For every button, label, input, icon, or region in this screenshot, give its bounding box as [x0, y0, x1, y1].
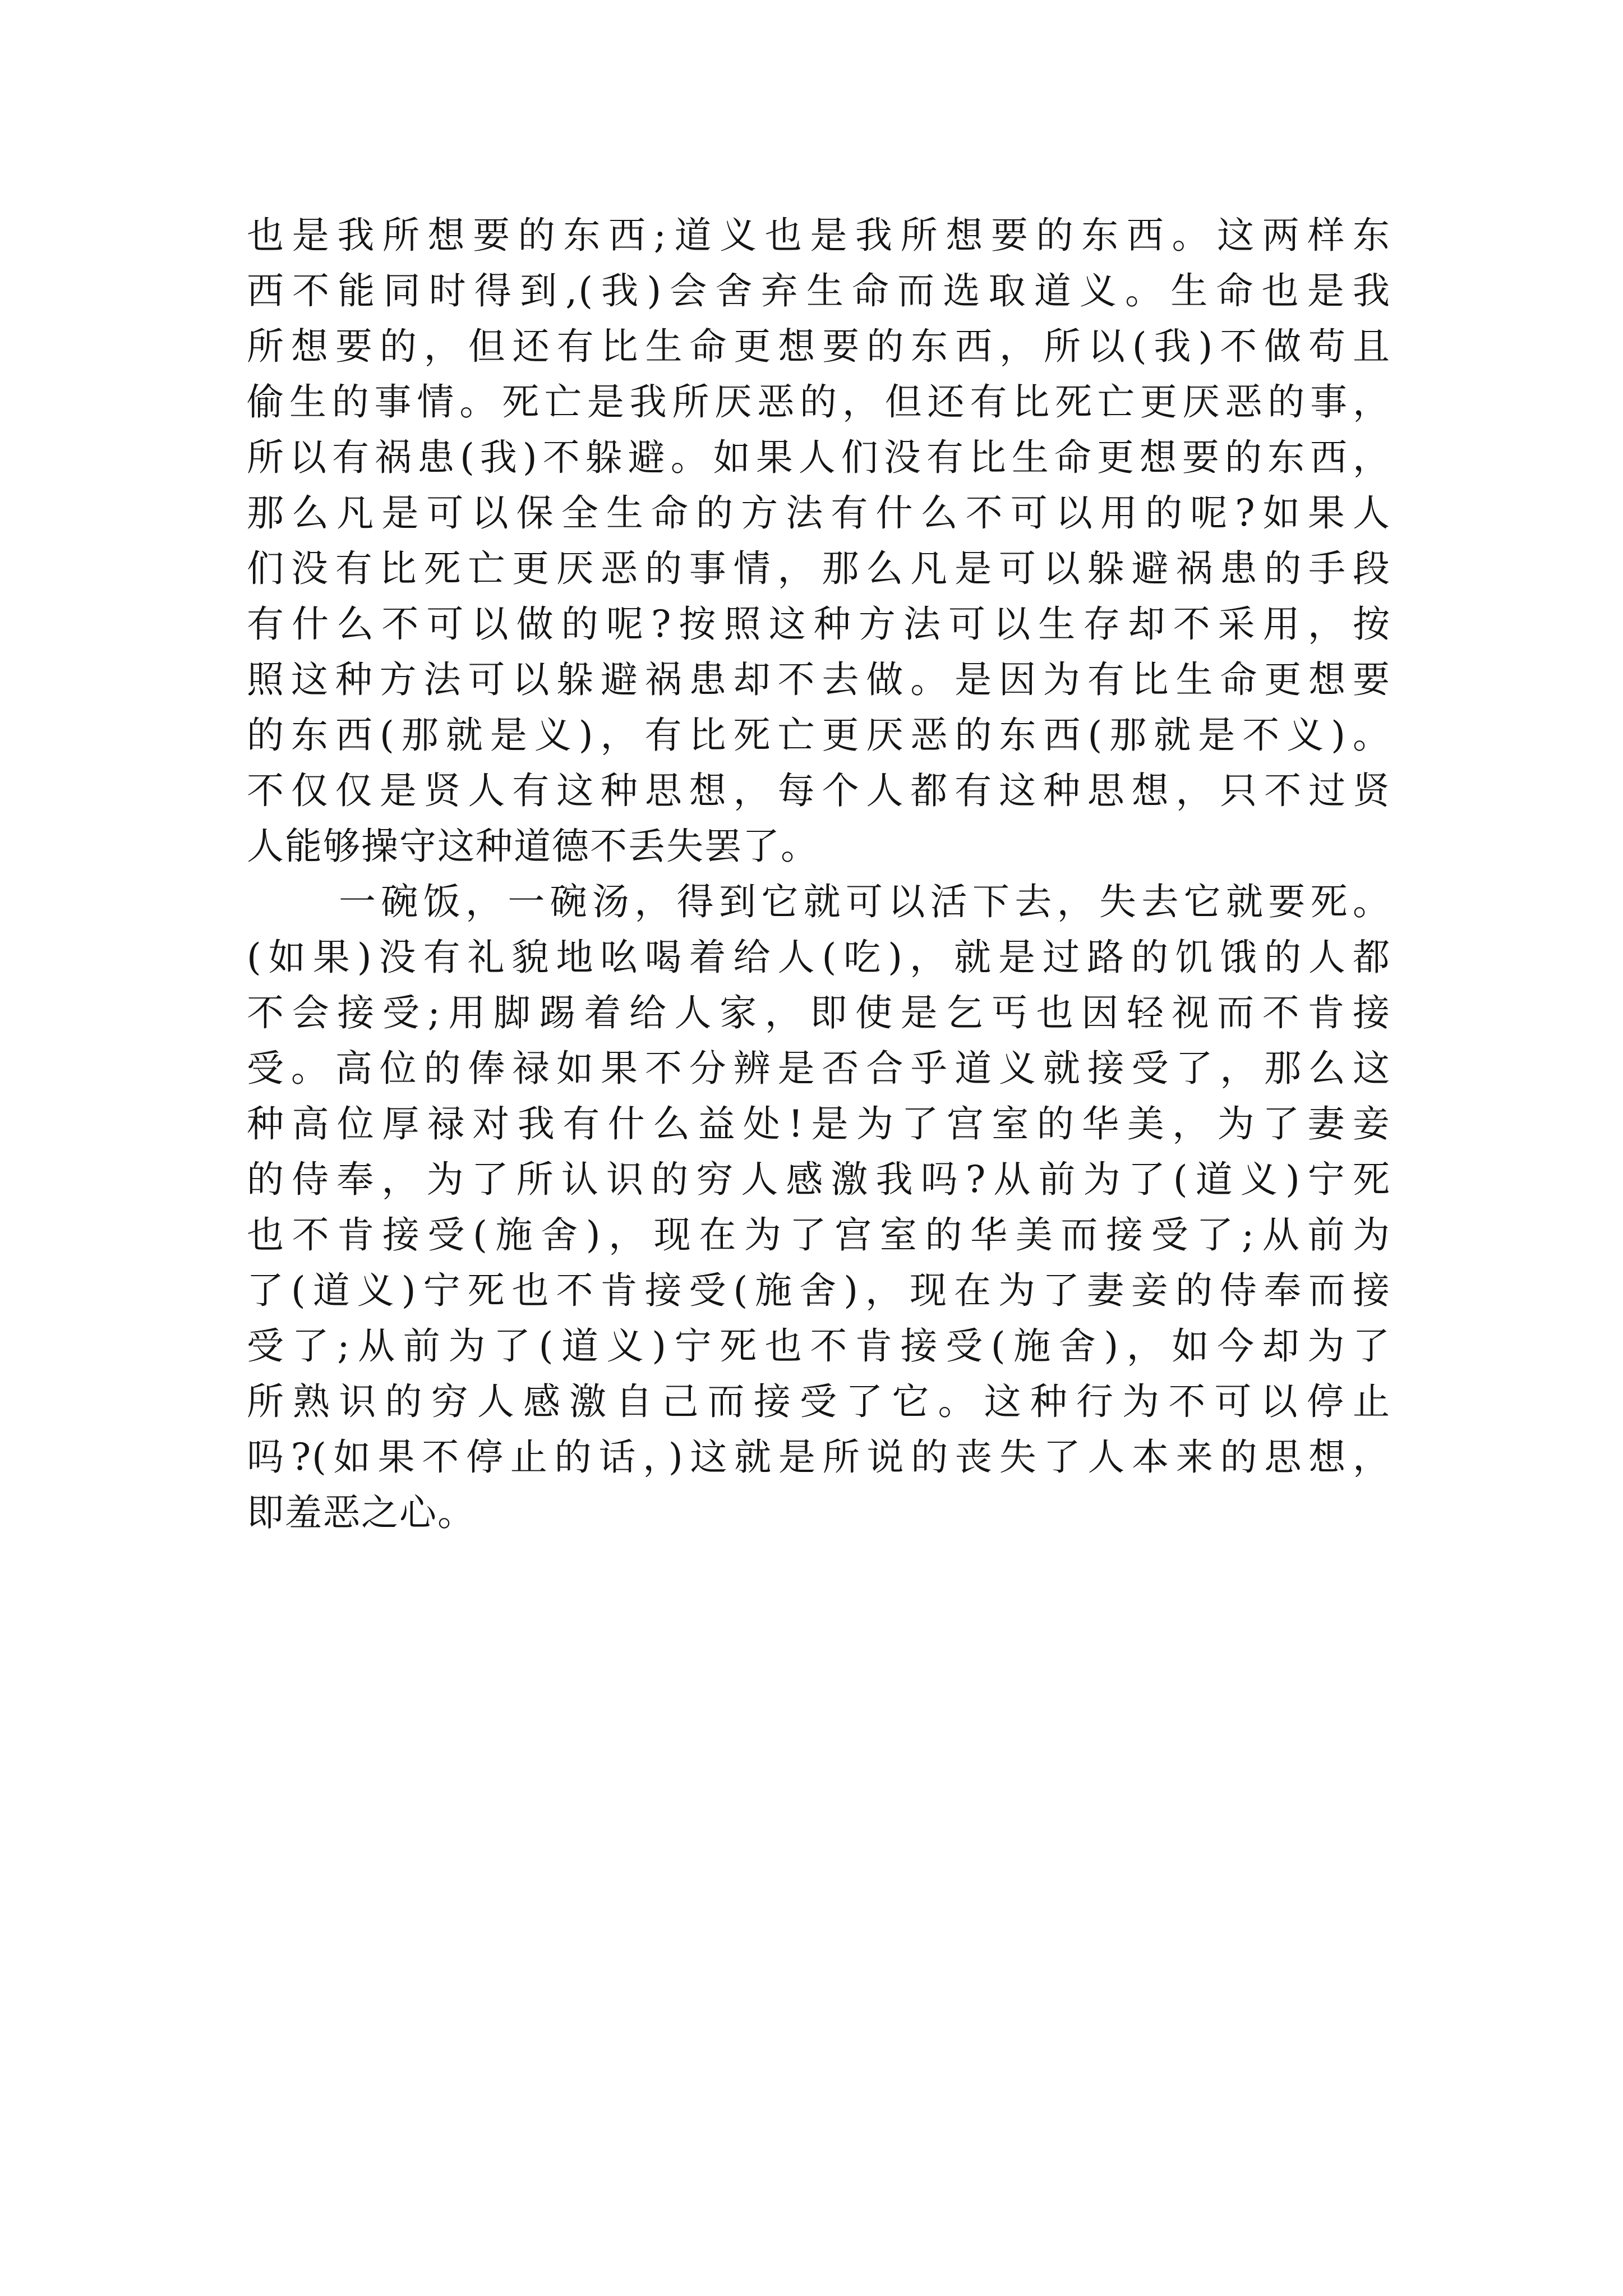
text-line: (如果)没有礼貌地吆喝着给人(吃)，就是过路的饥饿的人都	[247, 936, 1391, 979]
text-line: 不仅仅是贤人有这种思想，每个人都有这种思想，只不过贤	[247, 769, 1391, 812]
text-line: 一碗饭，一碗汤，得到它就可以活下去，失去它就要死。	[339, 880, 1391, 923]
text-line: 所想要的，但还有比生命更想要的东西，所以(我)不做苟且	[247, 325, 1391, 368]
paragraph-2	[247, 874, 1391, 1540]
text-line: 所熟识的穷人感激自己而接受了它。这种行为不可以停止	[247, 1380, 1391, 1423]
text-line: 的东西(那就是义)，有比死亡更厌恶的东西(那就是不义)。	[247, 714, 1391, 757]
text-line: 们没有比死亡更厌恶的事情，那么凡是可以躲避祸患的手段	[247, 547, 1391, 590]
text-line: 受了;从前为了(道义)宁死也不肯接受(施舍)，如今却为了	[247, 1324, 1391, 1368]
text-line: 那么凡是可以保全生命的方法有什么不可以用的呢?如果人	[247, 491, 1391, 535]
text-line: 不会接受;用脚踢着给人家，即使是乞丐也因轻视而不肯接	[247, 991, 1391, 1034]
document-body	[247, 208, 1391, 1540]
text-line: 有什么不可以做的呢?按照这种方法可以生存却不采用，按	[247, 602, 1391, 646]
text-line: 了(道义)宁死也不肯接受(施舍)，现在为了妻妾的侍奉而接	[247, 1269, 1391, 1312]
text-line: 也是我所想要的东西;道义也是我所想要的东西。这两样东	[247, 214, 1391, 257]
text-line: 即羞恶之心。	[247, 1491, 476, 1534]
text-line: 受。高位的俸禄如果不分辨是否合乎道义就接受了，那么这	[247, 1047, 1391, 1090]
text-line: 人能够操守这种道德不丢失罢了。	[247, 825, 819, 868]
text-line: 西不能同时得到,(我)会舍弃生命而选取道义。生命也是我	[247, 269, 1391, 312]
text-line: 的侍奉，为了所认识的穷人感激我吗?从前为了(道义)宁死	[247, 1158, 1391, 1201]
text-line: 种高位厚禄对我有什么益处!是为了宫室的华美，为了妻妾	[247, 1102, 1391, 1145]
text-line: 照这种方法可以躲避祸患却不去做。是因为有比生命更想要	[247, 658, 1391, 701]
paragraph-1	[247, 208, 1391, 874]
text-line: 也不肯接受(施舍)，现在为了宫室的华美而接受了;从前为	[247, 1213, 1391, 1257]
text-line: 偷生的事情。死亡是我所厌恶的，但还有比死亡更厌恶的事，	[247, 380, 1391, 424]
text-line: 所以有祸患(我)不躲避。如果人们没有比生命更想要的东西，	[247, 436, 1391, 479]
text-line: 吗?(如果不停止的话，)这就是所说的丧失了人本来的思想，	[247, 1435, 1391, 1479]
